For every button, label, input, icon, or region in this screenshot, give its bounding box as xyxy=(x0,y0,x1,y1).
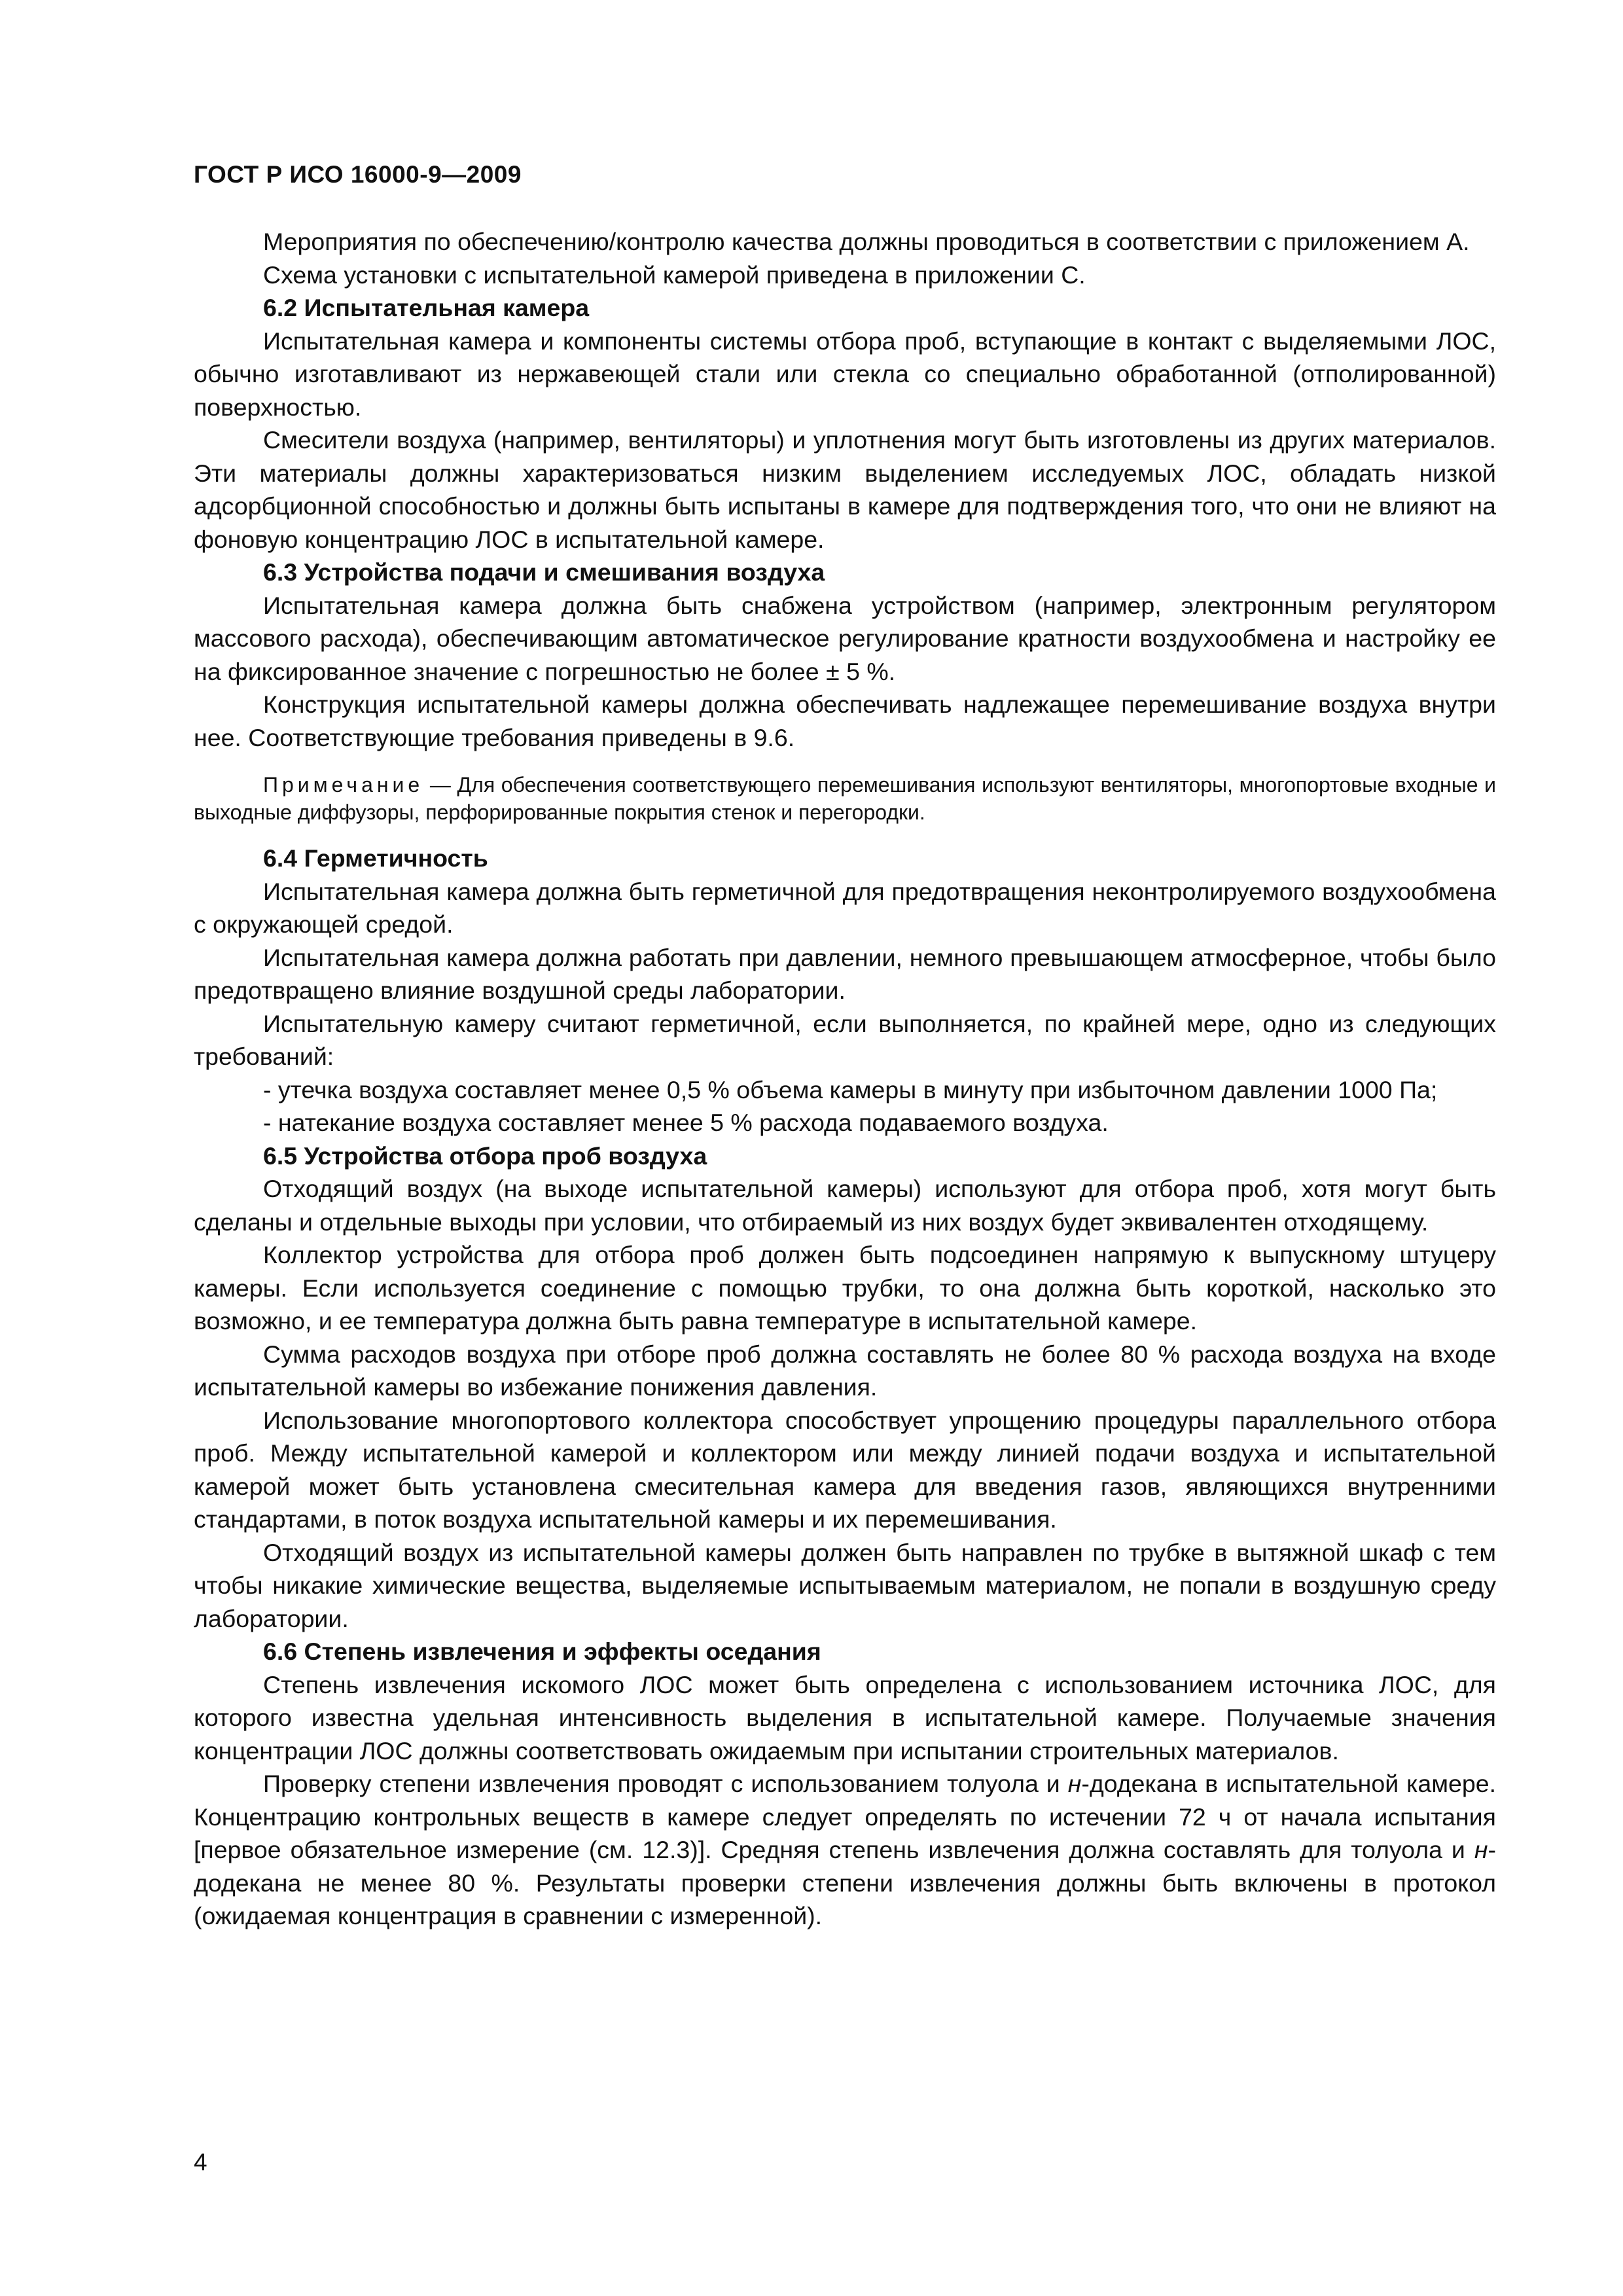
section-6-3-heading: 6.3 Устройства подачи и смешивания воздуха xyxy=(263,558,825,586)
italic-letter: н xyxy=(1067,1770,1082,1797)
section-6-6-paragraph-1: Степень извлечения искомого ЛОС может быть определена с использованием источника ЛОС, для которого известна удельная интенсивность выделения в испытательной камере. Получаемые значения концентрации ЛОС должны соответствовать ожидаемым при испытании строительных материалов. xyxy=(194,1670,1496,1765)
text-run: -додекана не менее 80 %. Результаты проверки степени извлечения должны быть включены в протокол (ожидаемая концентрация в сравнении с измеренной). xyxy=(194,1836,1496,1929)
section-6-4-list-item-2: - натекание воздуха составляет менее 5 % расхода подаваемого воздуха. xyxy=(263,1109,1109,1136)
document-body xyxy=(194,225,1496,1933)
intro-paragraph-1: Мероприятия по обеспечению/контролю качества должны проводиться в соответствии с приложением A. xyxy=(263,228,1470,255)
section-6-4-paragraph-3: Испытательную камеру считают герметичной, если выполняется, по крайней мере, одно из следующих требований: xyxy=(194,1009,1496,1070)
italic-letter: н xyxy=(1474,1836,1488,1863)
document-header: ГОСТ Р ИСО 16000-9—2009 xyxy=(194,161,522,188)
intro-paragraph-2: Схема установки с испытательной камерой приведена в приложении C. xyxy=(263,260,1086,289)
section-6-3-paragraph-2: Конструкция испытательной камеры должна обеспечивать надлежащее перемешивание воздуха внутри нее. Соответствующие требования приведены в 9.6. xyxy=(194,691,1496,751)
section-6-3-note xyxy=(194,771,1496,826)
section-6-2-heading: 6.2 Испытательная камера xyxy=(263,294,590,321)
section-6-6-heading: 6.6 Степень извлечения и эффекты оседания xyxy=(263,1638,821,1665)
section-6-5-heading: 6.5 Устройства отбора проб воздуха xyxy=(263,1141,707,1170)
section-6-6-paragraph-2 xyxy=(194,1767,1496,1933)
section-6-5-paragraph-2: Коллектор устройства для отбора проб должен быть подсоединен напрямую к выпускному штуцеру камеры. Если используется соединение с помощью трубки, то она должна быть короткой, насколько это возможно, и ее температура должна быть равна температуре в испытательной камере. xyxy=(194,1241,1496,1335)
text-run: Проверку степени извлечения проводят с использованием толуола и xyxy=(263,1770,1068,1797)
note-label: Примечание xyxy=(263,773,424,797)
section-6-4-paragraph-2: Испытательная камера должна работать при давлении, немного превышающем атмосферное, чтобы было предотвращено влияние воздушной среды лаборатории. xyxy=(194,943,1496,1004)
section-6-5-paragraph-5: Отходящий воздух из испытательной камеры должен быть направлен по трубке в вытяжной шкаф с тем чтобы никакие химические вещества, выделяемые испытываемым материалом, не попали в воздушную среду лаборатории. xyxy=(194,1538,1496,1632)
section-6-5-paragraph-4: Использование многопортового коллектора способствует упрощению процедуры параллельного отбора проб. Между испытательной камерой и коллектором или между линией подачи воздуха и испытательной камерой может быть установлена смесительная камера для введения газов, являющихся внутренними стандартами, в поток воздуха испытательной камеры и их перемешивания. xyxy=(194,1406,1496,1533)
section-6-4-list-item-1: - утечка воздуха составляет менее 0,5 % объема камеры в минуту при избыточном давлении 1000 Па; xyxy=(263,1075,1438,1103)
note-text: — Для обеспечения соответствующего перемешивания используют вентиляторы, многопортовые входные и выходные диффузоры, перфорированные покрытия стенок и перегородки. xyxy=(194,773,1496,824)
section-6-2-paragraph-2: Смесители воздуха (например, вентиляторы) и уплотнения могут быть изготовлены из других материалов. Эти материалы должны характеризоваться низким выделением исследуемых ЛОС, обладать низкой адсорбционной способностью и должны быть испытаны в камере для подтверждения того, что они не влияют на фоновую концентрацию ЛОС в испытательной камере. xyxy=(194,426,1496,553)
section-6-3-paragraph-1: Испытательная камера должна быть снабжена устройством (например, электронным регулятором массового расхода), обеспечивающим автоматическое регулирование кратности воздухообмена и настройку ее на фиксированное значение с погрешностью не более ± 5 %. xyxy=(194,591,1496,685)
section-6-2-paragraph-1: Испытательная камера и компоненты системы отбора проб, вступающие в контакт с выделяемыми ЛОС, обычно изготавливают из нержавеющей стали или стекла со специально обработанной (отполированной) поверхностью. xyxy=(194,327,1496,421)
section-6-5-paragraph-3: Сумма расходов воздуха при отборе проб должна составлять не более 80 % расхода воздуха на входе испытательной камеры во избежание понижения давления. xyxy=(194,1340,1496,1401)
text-run: -додекана в испытательной камере. Концентрацию контрольных веществ в камере следует определять по истечении 72 ч от начала испытания [первое обязательное измерение (см. 12.3)]. Средняя степень извлечения должна составлять для толуола и xyxy=(194,1770,1496,1863)
section-6-4-heading: 6.4 Герметичность xyxy=(263,844,488,872)
section-6-4-paragraph-1: Испытательная камера должна быть герметичной для предотвращения неконтролируемого воздухообмена с окружающей средой. xyxy=(194,877,1496,938)
section-6-5-paragraph-1: Отходящий воздух (на выходе испытательной камеры) используют для отбора проб, хотя могут быть сделаны и отдельные выходы при условии, что отбираемый из них воздух будет эквивалентен отходящему. xyxy=(194,1175,1496,1236)
page-number: 4 xyxy=(194,2149,207,2176)
